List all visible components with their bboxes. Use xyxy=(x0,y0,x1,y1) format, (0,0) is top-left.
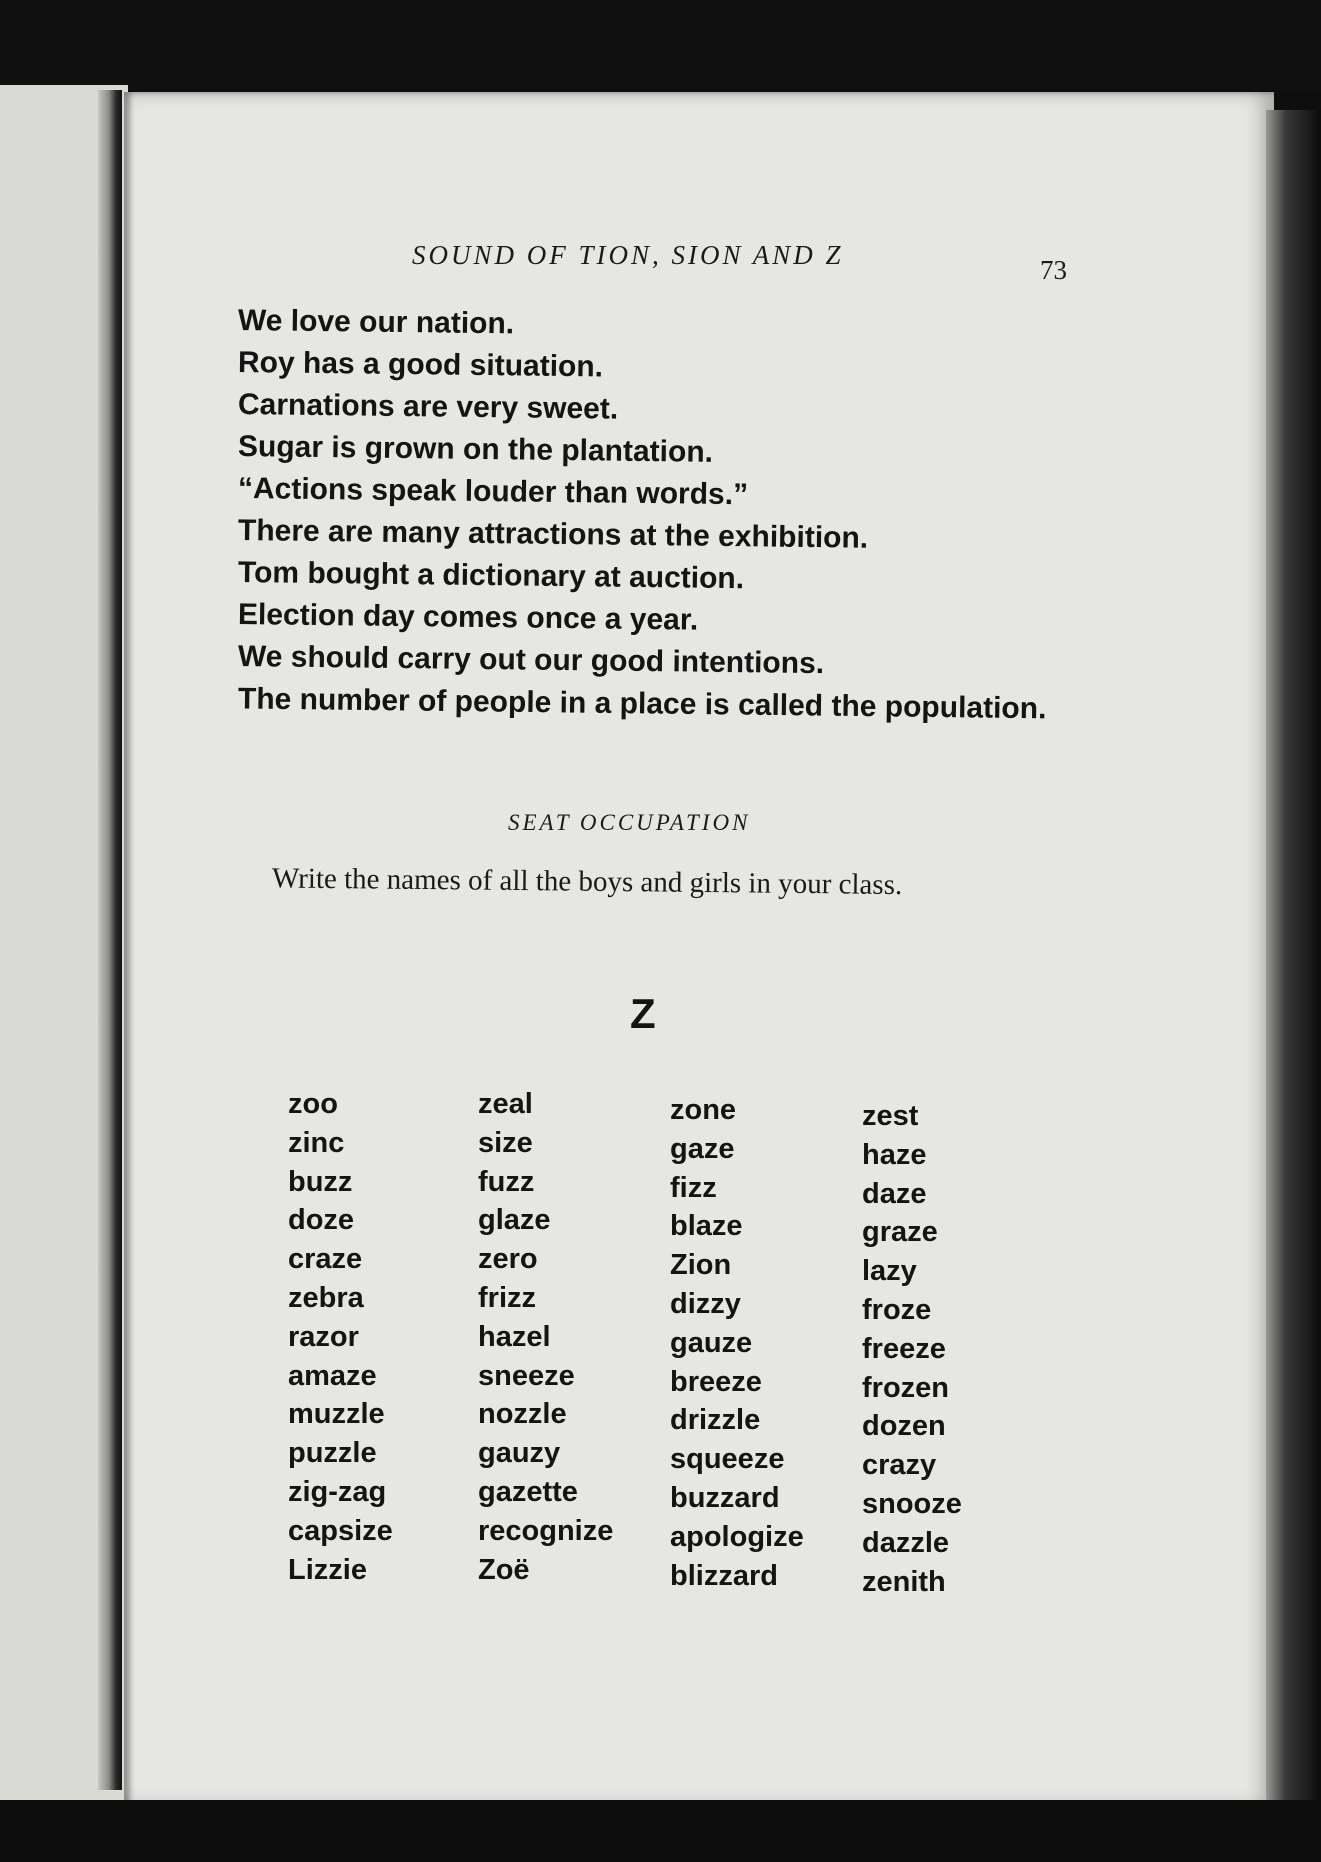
word: frozen xyxy=(862,1371,949,1404)
word: Zoë xyxy=(478,1553,530,1586)
seat-occupation-instruction: Write the names of all the boys and girls in your class. xyxy=(271,862,903,902)
word: blizzard xyxy=(670,1559,778,1592)
scan-bottom-border xyxy=(0,1800,1321,1862)
running-head: SOUND OF TION, SION AND Z xyxy=(412,240,844,270)
word: craze xyxy=(288,1243,363,1276)
sentence: Tom bought a dictionary at auction. xyxy=(237,556,745,596)
scan-top-border xyxy=(0,0,1321,90)
word: puzzle xyxy=(288,1437,377,1470)
page-stack-edge xyxy=(1266,110,1321,1862)
word: glaze xyxy=(478,1204,551,1237)
word: graze xyxy=(862,1216,938,1249)
word: fuzz xyxy=(478,1165,535,1198)
word: crazy xyxy=(862,1449,937,1482)
sentence: There are many attractions at the exhibition. xyxy=(237,514,869,555)
word: muzzle xyxy=(288,1398,385,1431)
word: snooze xyxy=(862,1487,962,1520)
word: dizzy xyxy=(670,1287,741,1320)
word: amaze xyxy=(288,1359,377,1392)
word: sneeze xyxy=(478,1359,575,1392)
word: zebra xyxy=(288,1281,364,1314)
word: buzz xyxy=(288,1165,353,1198)
word: blaze xyxy=(670,1210,743,1243)
word-column xyxy=(478,1085,678,1589)
word: zeal xyxy=(478,1088,533,1120)
letter-heading: Z xyxy=(630,990,656,1037)
word: freeze xyxy=(862,1332,946,1365)
page-number: 73 xyxy=(1040,255,1067,285)
sentence-list xyxy=(237,300,1078,726)
word: zest xyxy=(862,1100,919,1132)
word: buzzard xyxy=(670,1481,780,1514)
sentence: We should carry out our good intentions. xyxy=(237,640,825,681)
word: zoo xyxy=(288,1088,338,1120)
word-column xyxy=(288,1085,488,1589)
section-title: SEAT OCCUPATION xyxy=(508,810,751,835)
word: recognize xyxy=(478,1514,614,1547)
word: frizz xyxy=(478,1281,536,1314)
word: zinc xyxy=(288,1126,345,1159)
sentence: “Actions speak louder than words.” xyxy=(237,472,749,512)
word: haze xyxy=(862,1138,927,1171)
word: apologize xyxy=(670,1520,804,1553)
sentence: The number of people in a place is called the population. xyxy=(237,682,1047,726)
word: gaze xyxy=(670,1132,735,1165)
word: drizzle xyxy=(670,1404,761,1437)
word: squeeze xyxy=(670,1443,785,1476)
word-column xyxy=(670,1091,870,1595)
word: dozen xyxy=(862,1410,946,1443)
word-column xyxy=(862,1097,1062,1601)
word: gazette xyxy=(478,1475,578,1508)
word: size xyxy=(478,1126,533,1159)
sentence: Roy has a good situation. xyxy=(237,346,604,384)
word: nozzle xyxy=(478,1398,567,1431)
word: razor xyxy=(288,1320,359,1353)
word: breeze xyxy=(670,1365,762,1398)
word: hazel xyxy=(478,1320,551,1353)
word: doze xyxy=(288,1204,355,1237)
word: zone xyxy=(670,1094,737,1126)
word: capsize xyxy=(288,1514,393,1547)
word: Lizzie xyxy=(288,1553,367,1586)
sentence: Sugar is grown on the plantation. xyxy=(237,430,714,469)
word: fizz xyxy=(670,1171,717,1204)
sentence: We love our nation. xyxy=(237,304,515,341)
word: froze xyxy=(862,1293,932,1326)
word: gauzy xyxy=(478,1437,561,1470)
word: dazzle xyxy=(862,1526,950,1559)
sentence: Carnations are very sweet. xyxy=(237,388,619,426)
word: zenith xyxy=(862,1565,946,1598)
word-columns xyxy=(280,1085,1040,1605)
word: zig-zag xyxy=(288,1475,387,1508)
word: Zion xyxy=(670,1249,732,1282)
book-gutter xyxy=(98,90,122,1790)
word: gauze xyxy=(670,1326,753,1359)
word: zero xyxy=(478,1243,538,1276)
word: daze xyxy=(862,1177,927,1210)
word: lazy xyxy=(862,1255,917,1288)
sentence: Election day comes once a year. xyxy=(237,598,699,637)
